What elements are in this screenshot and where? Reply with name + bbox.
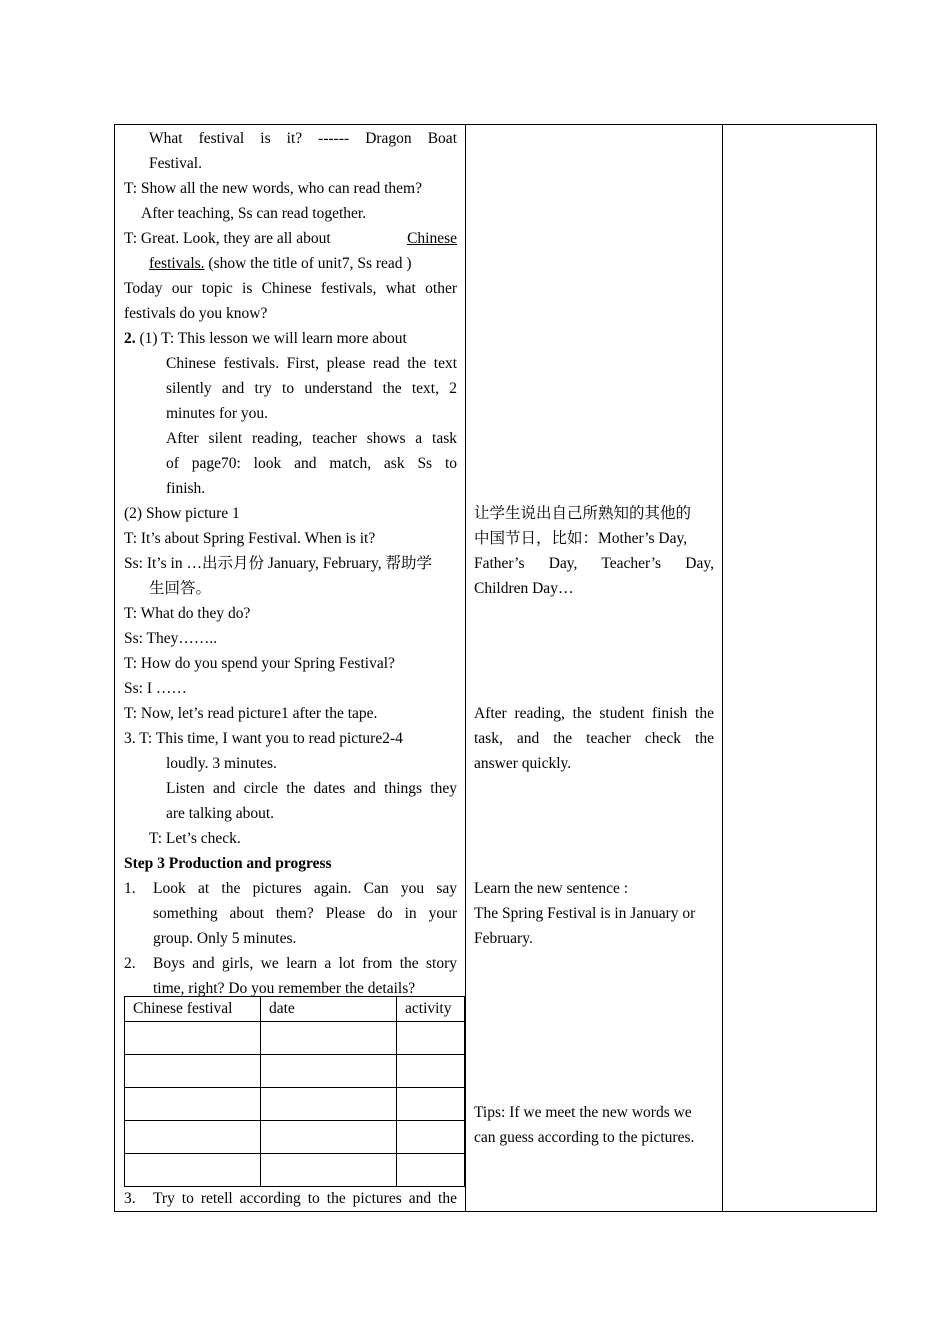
underlined-term: festivals. [149, 255, 205, 272]
note-line: Children Day… [474, 580, 574, 597]
table-cell [397, 1022, 465, 1055]
table-row [125, 1154, 465, 1187]
text-line: Ss: They…….. [124, 630, 218, 647]
table-cell [261, 1055, 397, 1088]
text-line: T: Now, let’s read picture1 after the tape. [124, 705, 378, 722]
note-line: Father’s Day, Teacher’s Day, [474, 555, 714, 572]
table-cell [125, 1088, 261, 1121]
text-line: festivals do you know? [124, 305, 268, 322]
note-line: can guess according to the pictures. [474, 1129, 695, 1146]
table-cell [261, 1088, 397, 1121]
text-line: loudly. 3 minutes. [166, 755, 277, 772]
note-line: task, and the teacher check the [474, 730, 714, 747]
table-row [125, 1121, 465, 1154]
note-line: Tips: If we meet the new words we [474, 1104, 692, 1121]
text-span: (show the title of unit7, Ss read ) [204, 255, 412, 272]
text-line: Look at the pictures again. Can you say [153, 880, 457, 897]
table-cell [261, 1022, 397, 1055]
note-line: Learn the new sentence : [474, 880, 629, 897]
text-line: Today our topic is Chinese festivals, what other [124, 280, 457, 297]
table-row [125, 1088, 465, 1121]
step-heading: Step 3 Production and progress [124, 855, 332, 872]
text-line: T: It’s about Spring Festival. When is it? [124, 530, 376, 547]
text-line [124, 226, 457, 251]
item-number: 2. [124, 330, 136, 347]
table-header-row [125, 997, 465, 1022]
column-divider-1 [465, 125, 466, 1211]
table-header-cell: activity [397, 997, 465, 1022]
underlined-term: Chinese [407, 230, 457, 247]
table-cell [125, 1055, 261, 1088]
item-number: 3. [124, 1190, 136, 1207]
text-line: minutes for you. [166, 405, 269, 422]
table-cell [397, 1121, 465, 1154]
note-line: 让学生说出自己所熟知的其他的 [474, 505, 692, 522]
table-row [125, 1055, 465, 1088]
text-line: Ss: I …… [124, 680, 187, 697]
festival-table [124, 996, 465, 1187]
table-cell [397, 1088, 465, 1121]
table-cell [125, 1022, 261, 1055]
table-cell [125, 1154, 261, 1187]
note-line: 中国节日，比如：Mother’s Day, [474, 530, 688, 547]
item-number: 1. [124, 880, 136, 897]
note-line: answer quickly. [474, 755, 572, 772]
text-line: T: How do you spend your Spring Festival? [124, 655, 395, 672]
text-line [149, 251, 412, 276]
note-line: The Spring Festival is in January or [474, 905, 696, 922]
text-line: something about them? Please do in your [153, 905, 457, 922]
text-line: T: Show all the new words, who can read them? [124, 180, 422, 197]
column-divider-2 [722, 125, 723, 1211]
text-line: Boys and girls, we learn a lot from the story [153, 955, 457, 972]
text-line: silently and try to understand the text, 2 [166, 380, 457, 397]
note-line: February. [474, 930, 533, 947]
table-cell [261, 1154, 397, 1187]
note-line: After reading, the student finish the [474, 705, 714, 722]
table-cell [397, 1154, 465, 1187]
text-line: Try to retell according to the pictures and the [153, 1190, 457, 1207]
table-header-cell: date [261, 997, 397, 1022]
text-line: group. Only 5 minutes. [153, 930, 297, 947]
text-line: 生回答。 [149, 580, 212, 597]
text-line: Festival. [149, 155, 202, 172]
table-cell [125, 1121, 261, 1154]
text-line: T: Let’s check. [149, 830, 241, 847]
text-line: finish. [166, 480, 206, 497]
text-line: After silent reading, teacher shows a task [166, 430, 457, 447]
text-line: Listen and circle the dates and things they [166, 780, 457, 797]
text-line: (2) Show picture 1 [124, 505, 240, 522]
item-number: 2. [124, 955, 136, 972]
text-span: (1) T: This lesson we will learn more about [135, 330, 407, 347]
text-line: Ss: It’s in …出示月份 January, February, 帮助学 [124, 555, 432, 572]
text-line: After teaching, Ss can read together. [141, 205, 367, 222]
text-line: time, right? Do you remember the details? [153, 980, 416, 997]
text-line: of page70: look and match, ask Ss to [166, 455, 457, 472]
text-line: 3. T: This time, I want you to read picture2-4 [124, 730, 403, 747]
table-row [125, 1022, 465, 1055]
table-cell [261, 1121, 397, 1154]
text-line: Chinese festivals. First, please read the text [166, 355, 457, 372]
table-cell [397, 1055, 465, 1088]
table-header-cell: Chinese festival [125, 997, 261, 1022]
text-line [124, 326, 457, 351]
text-line: What festival is it? ------ Dragon Boat [149, 130, 457, 147]
text-line: T: What do they do? [124, 605, 251, 622]
text-span: T: Great. Look, they are all about [124, 230, 331, 247]
text-line: are talking about. [166, 805, 275, 822]
lesson-plan-table [114, 124, 877, 1212]
